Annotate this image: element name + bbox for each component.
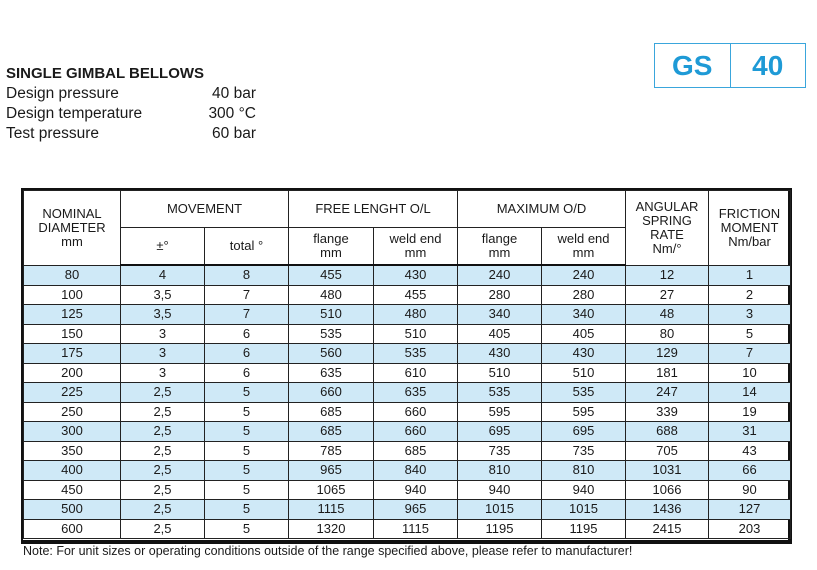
dimensions-table-frame <box>21 188 792 544</box>
table-cell: 1066 <box>626 480 709 500</box>
table-cell: 1436 <box>626 500 709 520</box>
table-cell: 785 <box>289 441 374 461</box>
table-row <box>24 422 791 442</box>
table-cell: 1115 <box>289 500 374 520</box>
table-row <box>24 519 791 539</box>
table-cell: 14 <box>709 383 791 403</box>
table-cell: 5 <box>205 402 289 422</box>
table-cell: 150 <box>24 324 121 344</box>
table-cell: 280 <box>458 285 542 305</box>
table-cell: 5 <box>205 480 289 500</box>
table-cell: 695 <box>542 422 626 442</box>
table-cell: 660 <box>289 383 374 403</box>
table-cell: 339 <box>626 402 709 422</box>
table-cell: 43 <box>709 441 791 461</box>
header-max-od-weld-end: weld end mm <box>542 228 626 266</box>
table-cell: 1320 <box>289 519 374 539</box>
table-cell: 12 <box>626 265 709 285</box>
table-cell: 405 <box>542 324 626 344</box>
table-row <box>24 402 791 422</box>
table-cell: 27 <box>626 285 709 305</box>
table-cell: 405 <box>458 324 542 344</box>
table-cell: 510 <box>289 305 374 325</box>
table-cell: 2,5 <box>121 500 205 520</box>
table-cell: 1015 <box>542 500 626 520</box>
table-cell: 203 <box>709 519 791 539</box>
table-cell: 3,5 <box>121 305 205 325</box>
table-cell: 735 <box>542 441 626 461</box>
table-cell: 175 <box>24 344 121 364</box>
table-cell: 3,5 <box>121 285 205 305</box>
spec-value: 300 °C <box>208 105 256 122</box>
header-max-od-flange: flange mm <box>458 228 542 266</box>
table-cell: 129 <box>626 344 709 364</box>
table-cell: 705 <box>626 441 709 461</box>
table-cell: 8 <box>205 265 289 285</box>
table-cell: 450 <box>24 480 121 500</box>
table-cell: 1115 <box>374 519 458 539</box>
table-cell: 250 <box>24 402 121 422</box>
table-cell: 610 <box>374 363 458 383</box>
table-cell: 455 <box>374 285 458 305</box>
table-cell: 940 <box>374 480 458 500</box>
table-cell: 695 <box>458 422 542 442</box>
table-cell: 688 <box>626 422 709 442</box>
table-cell: 48 <box>626 305 709 325</box>
table-row <box>24 344 791 364</box>
table-row <box>24 363 791 383</box>
table-cell: 430 <box>374 265 458 285</box>
header-angular-spring-rate: ANGULAR SPRING RATE Nm/° <box>626 191 709 266</box>
table-cell: 685 <box>289 422 374 442</box>
table-cell: 280 <box>542 285 626 305</box>
table-cell: 5 <box>205 519 289 539</box>
table-row <box>24 285 791 305</box>
table-cell: 685 <box>374 441 458 461</box>
table-cell: 6 <box>205 344 289 364</box>
table-cell: 535 <box>542 383 626 403</box>
table-cell: 940 <box>542 480 626 500</box>
table-cell: 965 <box>289 461 374 481</box>
table-cell: 3 <box>121 344 205 364</box>
table-cell: 735 <box>458 441 542 461</box>
table-cell: 7 <box>709 344 791 364</box>
table-cell: 660 <box>374 402 458 422</box>
table-cell: 400 <box>24 461 121 481</box>
table-cell: 2,5 <box>121 441 205 461</box>
table-cell: 2,5 <box>121 480 205 500</box>
table-cell: 2,5 <box>121 461 205 481</box>
header-free-length-flange: flange mm <box>289 228 374 266</box>
table-cell: 3 <box>709 305 791 325</box>
spec-design-pressure <box>6 84 256 104</box>
table-cell: 200 <box>24 363 121 383</box>
table-cell: 7 <box>205 305 289 325</box>
table-cell: 1195 <box>542 519 626 539</box>
table-cell: 350 <box>24 441 121 461</box>
header-free-length-weld-end: weld end mm <box>374 228 458 266</box>
table-row <box>24 324 791 344</box>
table-cell: 6 <box>205 324 289 344</box>
table-cell: 480 <box>374 305 458 325</box>
table-cell: 127 <box>709 500 791 520</box>
model-number: 40 <box>730 44 806 87</box>
table-cell: 300 <box>24 422 121 442</box>
dimensions-table <box>23 190 791 539</box>
table-cell: 240 <box>458 265 542 285</box>
table-cell: 80 <box>626 324 709 344</box>
table-cell: 2,5 <box>121 402 205 422</box>
table-cell: 535 <box>458 383 542 403</box>
table-cell: 430 <box>458 344 542 364</box>
table-cell: 66 <box>709 461 791 481</box>
table-cell: 510 <box>542 363 626 383</box>
table-cell: 2 <box>709 285 791 305</box>
spec-design-temperature <box>6 104 256 124</box>
table-cell: 5 <box>205 461 289 481</box>
table-cell: 3 <box>121 363 205 383</box>
table-cell: 2415 <box>626 519 709 539</box>
table-cell: 240 <box>542 265 626 285</box>
footnote: Note: For unit sizes or operating conditions outside of the range specified above, please refer to manufacturer! <box>23 544 633 558</box>
table-cell: 125 <box>24 305 121 325</box>
header-movement-total: total ° <box>205 228 289 266</box>
table-cell: 635 <box>374 383 458 403</box>
table-row <box>24 265 791 285</box>
table-cell: 430 <box>542 344 626 364</box>
table-cell: 80 <box>24 265 121 285</box>
table-cell: 10 <box>709 363 791 383</box>
table-cell: 840 <box>374 461 458 481</box>
spec-label: Design temperature <box>6 105 143 122</box>
table-cell: 595 <box>542 402 626 422</box>
header-nominal-diameter: NOMINAL DIAMETER mm <box>24 191 121 266</box>
table-cell: 810 <box>542 461 626 481</box>
table-cell: 5 <box>205 422 289 442</box>
table-cell: 100 <box>24 285 121 305</box>
table-cell: 5 <box>205 500 289 520</box>
table-cell: 181 <box>626 363 709 383</box>
header-movement-angle: ±° <box>121 228 205 266</box>
table-cell: 560 <box>289 344 374 364</box>
table-cell: 600 <box>24 519 121 539</box>
spec-value: 60 bar <box>212 125 256 142</box>
table-cell: 1065 <box>289 480 374 500</box>
table-row <box>24 383 791 403</box>
table-cell: 5 <box>709 324 791 344</box>
table-cell: 595 <box>458 402 542 422</box>
table-row <box>24 500 791 520</box>
table-row <box>24 480 791 500</box>
table-cell: 247 <box>626 383 709 403</box>
table-cell: 31 <box>709 422 791 442</box>
spec-label: Test pressure <box>6 125 100 142</box>
table-cell: 685 <box>289 402 374 422</box>
table-cell: 1031 <box>626 461 709 481</box>
spec-value: 40 bar <box>212 85 256 102</box>
table-row <box>24 305 791 325</box>
header-friction-moment: FRICTION MOMENT Nm/bar <box>709 191 791 266</box>
header-movement: MOVEMENT <box>121 191 289 228</box>
table-cell: 2,5 <box>121 383 205 403</box>
table-cell: 5 <box>205 441 289 461</box>
table-cell: 90 <box>709 480 791 500</box>
table-cell: 1 <box>709 265 791 285</box>
table-cell: 660 <box>374 422 458 442</box>
table-body <box>24 265 791 539</box>
table-cell: 2,5 <box>121 519 205 539</box>
table-cell: 1015 <box>458 500 542 520</box>
header-free-length: FREE LENGHT O/L <box>289 191 458 228</box>
product-title: SINGLE GIMBAL BELLOWS <box>6 65 205 82</box>
table-cell: 4 <box>121 265 205 285</box>
table-cell: 510 <box>374 324 458 344</box>
spec-test-pressure <box>6 124 256 144</box>
table-cell: 340 <box>542 305 626 325</box>
table-cell: 500 <box>24 500 121 520</box>
table-cell: 3 <box>121 324 205 344</box>
table-row <box>24 441 791 461</box>
model-badge <box>654 43 806 88</box>
table-cell: 7 <box>205 285 289 305</box>
table-cell: 225 <box>24 383 121 403</box>
table-cell: 5 <box>205 383 289 403</box>
table-cell: 1195 <box>458 519 542 539</box>
table-cell: 6 <box>205 363 289 383</box>
spec-label: Design pressure <box>6 85 119 102</box>
design-specs <box>6 64 256 144</box>
table-cell: 2,5 <box>121 422 205 442</box>
table-row <box>24 461 791 481</box>
table-cell: 535 <box>289 324 374 344</box>
header-maximum-od: MAXIMUM O/D <box>458 191 626 228</box>
table-cell: 535 <box>374 344 458 364</box>
table-cell: 19 <box>709 402 791 422</box>
table-cell: 635 <box>289 363 374 383</box>
table-cell: 810 <box>458 461 542 481</box>
table-cell: 940 <box>458 480 542 500</box>
table-cell: 455 <box>289 265 374 285</box>
model-code: GS <box>672 49 713 81</box>
table-cell: 510 <box>458 363 542 383</box>
table-cell: 965 <box>374 500 458 520</box>
table-cell: 340 <box>458 305 542 325</box>
table-cell: 480 <box>289 285 374 305</box>
